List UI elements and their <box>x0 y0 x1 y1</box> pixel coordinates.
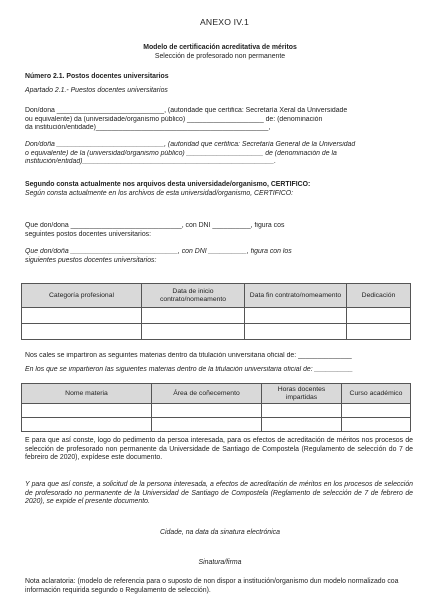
closing-es: Y para que así conste, a solicitud de la persona interesada, a efectos de acreditación de méritos en los procesos de selección de profesorado no permanente de la Universidad de Santiago de Compostela (Reglamento de selección de 7 de febrero de 2020), se expide el presente documento. <box>25 481 413 506</box>
certify-es: Según consta actualmente en los archivos de esta universidad/organismo, CERTIFICO: <box>25 190 293 197</box>
document-subtitle: Selección de profesorado non permanente <box>154 53 286 60</box>
cell[interactable] <box>152 404 262 418</box>
annex-title: ANEXO IV.1 <box>200 17 249 27</box>
document-title: Modelo de certificación acreditativa de méritos <box>143 44 297 51</box>
cell[interactable] <box>245 324 347 340</box>
authority-es-line2: o equivalente) de la (universidad/organismo público) ____________________ de (denominación de la <box>25 149 337 157</box>
cell[interactable] <box>347 324 411 340</box>
authority-gal-line3: da institución/entidade)_____________________________________________, <box>25 124 271 131</box>
section-number: Número 2.1. Postos docentes universitarios <box>25 73 169 80</box>
person-gal-line2: seguintes postos docentes universitarios: <box>25 231 152 238</box>
subjects-table-header <box>22 384 411 404</box>
subjects-table <box>21 383 411 432</box>
signature-date: Cidade, na data da sinatura electrónica <box>160 529 280 536</box>
col-horas: Horas docentes impartidas <box>262 384 342 404</box>
authority-es-line1: Don/doña ____________________________, (autoridad que certifica: Secretaría General de la Universidad <box>25 141 356 148</box>
col-dedicacion: Dedicación <box>347 284 411 308</box>
cell[interactable] <box>342 418 411 432</box>
col-curso: Curso académico <box>342 384 411 404</box>
clarifying-note: Nota aclaratoria: (modelo de referencia para o suposto de non dispor a institución/organismo dun modelo normalizado coa información requirida segundo o Regulamento de selección). <box>25 578 399 594</box>
cell[interactable] <box>245 308 347 324</box>
signature-label: Sinatura/firma <box>198 559 242 566</box>
cell[interactable] <box>152 418 262 432</box>
cell[interactable] <box>142 324 245 340</box>
section-apartado: Apartado 2.1.- Puestos docentes universitarios <box>25 87 168 94</box>
col-area: Área de coñecemento <box>152 384 262 404</box>
certify-gal: Segundo consta actualmente nos arquivos desta universidade/organismo, CERTIFICO: <box>25 181 311 188</box>
table-row <box>22 308 411 324</box>
table-row <box>22 418 411 432</box>
table-row <box>22 324 411 340</box>
authority-gal-line2: ou equivalente) da (universidade/organismo público) ____________________ de: (denominación <box>25 115 323 123</box>
cell[interactable] <box>22 404 152 418</box>
cell[interactable] <box>342 404 411 418</box>
positions-table <box>21 283 411 340</box>
cell[interactable] <box>22 308 142 324</box>
closing-gal: E para que así conste, logo do pedimento da persoa interesada, para os efectos de acreditación de méritos nos procesos de selección de profesorado non permanente da Universidade de Santiago de Compostela (Regulamento de selección do 7 de febreiro de 2020), expídese este documento. <box>25 437 413 462</box>
cell[interactable] <box>142 308 245 324</box>
col-data-inicio: Data de inicio contrato/nomeamento <box>142 284 245 308</box>
col-nome-materia: Nome materia <box>22 384 152 404</box>
subjects-gal: Nos cales se impartiron as seguintes materias dentro da titulación universitaria oficial de: ______________ <box>25 352 352 359</box>
cell[interactable] <box>22 324 142 340</box>
person-gal-line1: Que don/dona _____________________________, con DNI __________, figura cos <box>25 222 285 229</box>
col-data-fin: Data fin contrato/nomeamento <box>245 284 347 308</box>
cell[interactable] <box>262 418 342 432</box>
table-row <box>22 404 411 418</box>
positions-table-header <box>22 284 411 308</box>
person-es-line2: siguientes puestos docentes universitarios: <box>25 256 157 264</box>
subjects-es: En los que se impartieron las siguientes materias dentro de la titulación universitaria oficial de: __________ <box>25 366 353 373</box>
person-es-line1: Que don/doña ____________________________, con DNI __________, figura con los <box>25 248 292 255</box>
cell[interactable] <box>22 418 152 432</box>
cell[interactable] <box>347 308 411 324</box>
col-categoria: Categoría profesional <box>22 284 142 308</box>
authority-gal-line1: Don/dona ____________________________, (autoridade que certifica: Secretaría Xeral da Universidade <box>25 107 348 114</box>
cell[interactable] <box>262 404 342 418</box>
authority-es-line3: institución/entidad)__________________________________________________. <box>25 158 276 165</box>
